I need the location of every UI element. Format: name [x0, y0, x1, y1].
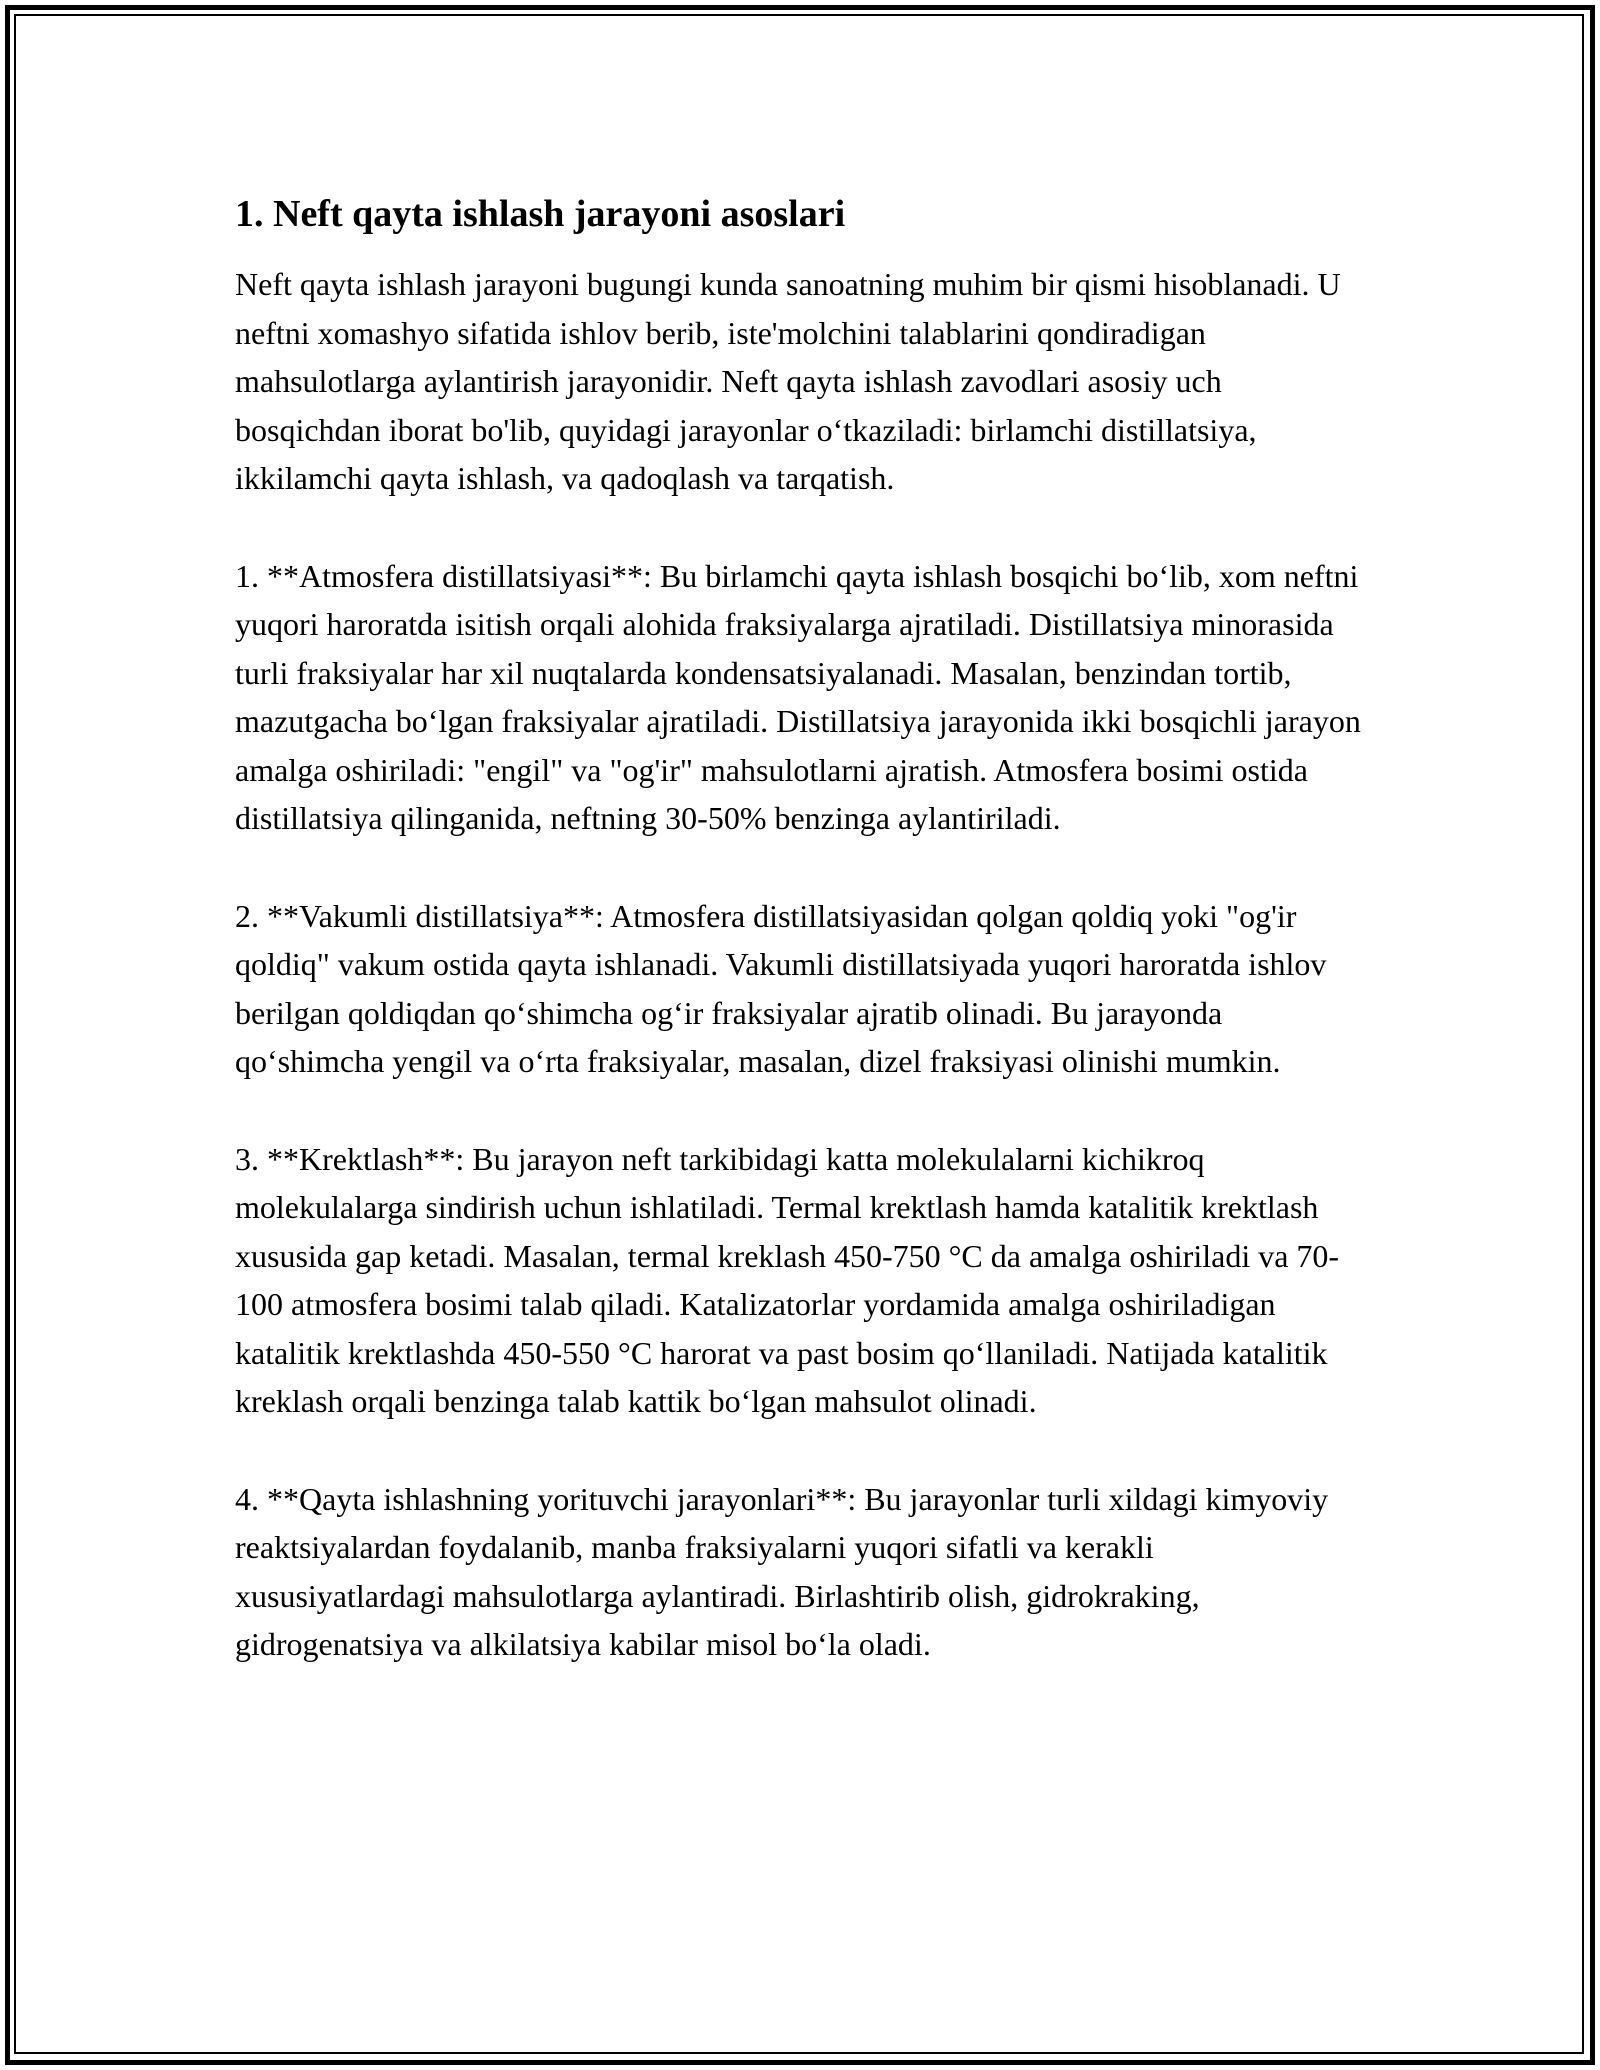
document-body: [235, 188, 1370, 1718]
atmospheric-distillation-paragraph: 1. **Atmosfera distillatsiyasi**: Bu birlamchi qayta ishlash bosqichi bo‘lib, xom neftni yuqori haroratda isitish orqali alohida fraksiyalarga ajratiladi. Distillatsiya minorasida turli fraksiyalar har xil nuqtalarda kondensatsiyalanadi. Masalan, benzindan tortib, mazutgacha bo‘lgan fraksiyalar ajratiladi. Distillatsiya jarayonida ikki bosqichli jarayon amalga oshiriladi: "engil" va "og'ir" mahsulotlarni ajratish. Atmosfera bosimi ostida distillatsiya qilinganida, neftning 30-50% benzinga aylantiriladi.: [235, 557, 1361, 836]
intro-paragraph: Neft qayta ishlash jarayoni bugungi kunda sanoatning muhim bir qismi hisoblanadi. U neftni xomashyo sifatida ishlov berib, iste'molchini talablarini qondiradigan mahsulotlarga aylantirish jarayonidir. Neft qayta ishlash zavodlari asosiy uch bosqichdan iborat bo'lib, quyidagi jarayonlar o‘tkaziladi: birlamchi distillatsiya, ikkilamchi qayta ishlash, va qadoqlash va tarqatish.: [235, 266, 1341, 496]
section-heading: 1. Neft qayta ishlash jarayoni asoslari: [235, 193, 846, 235]
refining-processes-paragraph: 4. **Qayta ishlashning yorituvchi jarayonlari**: Bu jarayonlar turli xildagi kimyoviy reaktsiyalardan foydalanib, manba fraksiyalarni yuqori sifatli va kerakli xususiyatlardagi mahsulotlarga aylantiradi. Birlashtirib olish, gidrokraking, gidrogenatsiya va alkilatsiya kabilar misol bo‘la oladi.: [235, 1480, 1329, 1662]
cracking-paragraph: 3. **Krektlash**: Bu jarayon neft tarkibidagi katta molekulalarni kichikroq molekulalarga sindirish uchun ishlatiladi. Termal krektlash hamda katalitik krektlash xususida gap ketadi. Masalan, termal kreklash 450-750 °C da amalga oshiriladi va 70-100 atmosfera bosimi talab qiladi. Katalizatorlar yordamida amalga oshiriladigan katalitik krektlashda 450-550 °C harorat va past bosim qo‘llaniladi. Natijada katalitik kreklash orqali benzinga talab kattik bo‘lgan mahsulot olinadi.: [235, 1140, 1340, 1419]
vacuum-distillation-paragraph: 2. **Vakumli distillatsiya**: Atmosfera distillatsiyasidan qolgan qoldiq yoki "og'ir qoldiq" vakum ostida qayta ishlanadi. Vakumli distillatsiyada yuqori haroratda ishlov berilgan qoldiqdan qo‘shimcha og‘ir fraksiyalar ajratib olinadi. Bu jarayonda qo‘shimcha yengil va o‘rta fraksiyalar, masalan, dizel fraksiyasi olinishi mumkin.: [235, 897, 1327, 1079]
